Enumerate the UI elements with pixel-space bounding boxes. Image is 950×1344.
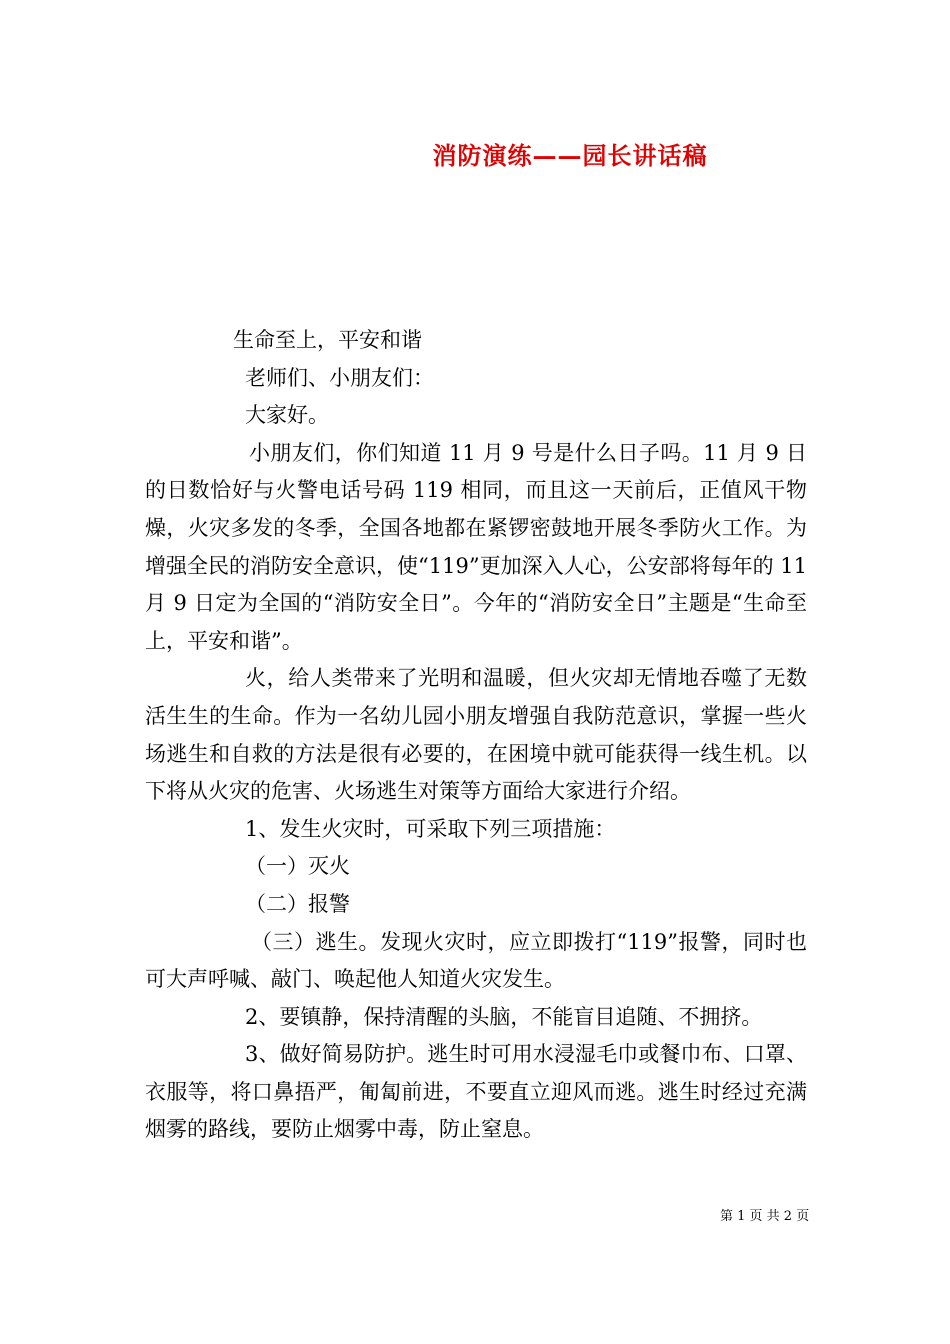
paragraph-measures-heading: 1、发生火灾时，可采取下列三项措施： [245,816,616,841]
paragraph-greeting-audience: 老师们、小朋友们： [245,365,434,390]
paragraph-fire-hazard: 火，给人类带来了光明和温暖，但火灾却无情地吞噬了无数活生生的生命。作为一名幼儿园小朋友增强自我防范意识，掌握一些火场逃生和自救的方法是很有必要的，在困境中就可能获得一线生机。以下将从火灾的危害、火场逃生对策等方面给大家进行介绍。 [145,666,807,804]
paragraph-measure-3: （三）逃生。发现火灾时，应立即拨打“119”报警，同时也可大声呼喊、敲门、唤起他人知道火灾发生。 [145,929,807,992]
document-body [145,322,807,1149]
paragraph-slogan: 生命至上，平安和谐 [233,328,422,352]
page-number: 第 1 页 共 2 页 [720,1209,810,1224]
paragraph-stay-calm: 2、要镇静，保持清醒的头脑，不能盲目追随、不拥挤。 [245,1004,763,1029]
paragraph-fire-safety-day: 小朋友们，你们知道 11 月 9 号是什么日子吗。11 月 9 日的日数恰好与火警电话号码 119 相同，而且这一天前后，正值风干物燥，火灾多发的冬季，全国各地都在紧锣密鼓地开展冬季防火工作。为增强全民的消防安全意识，使“119”更加深入人心，公安部将每年的 11 月 9 日定为全国的“消防安全日”。今年的“消防安全日”主题是“生命至上，平安和谐”。 [145,440,807,653]
document-title: 消防演练——园长讲话稿 [432,141,708,170]
paragraph-hello: 大家好。 [245,403,329,428]
paragraph-measure-2: （二）报警 [245,891,350,916]
paragraph-protection: 3、做好简易防护。逃生时可用水浸湿毛巾或餐巾布、口罩、衣服等，将口鼻捂严，匍匐前进，不要直立迎风而逃。逃生时经过充满烟雾的路线，要防止烟雾中毒，防止窒息。 [145,1042,807,1142]
paragraph-measure-1: （一）灭火 [245,854,350,879]
